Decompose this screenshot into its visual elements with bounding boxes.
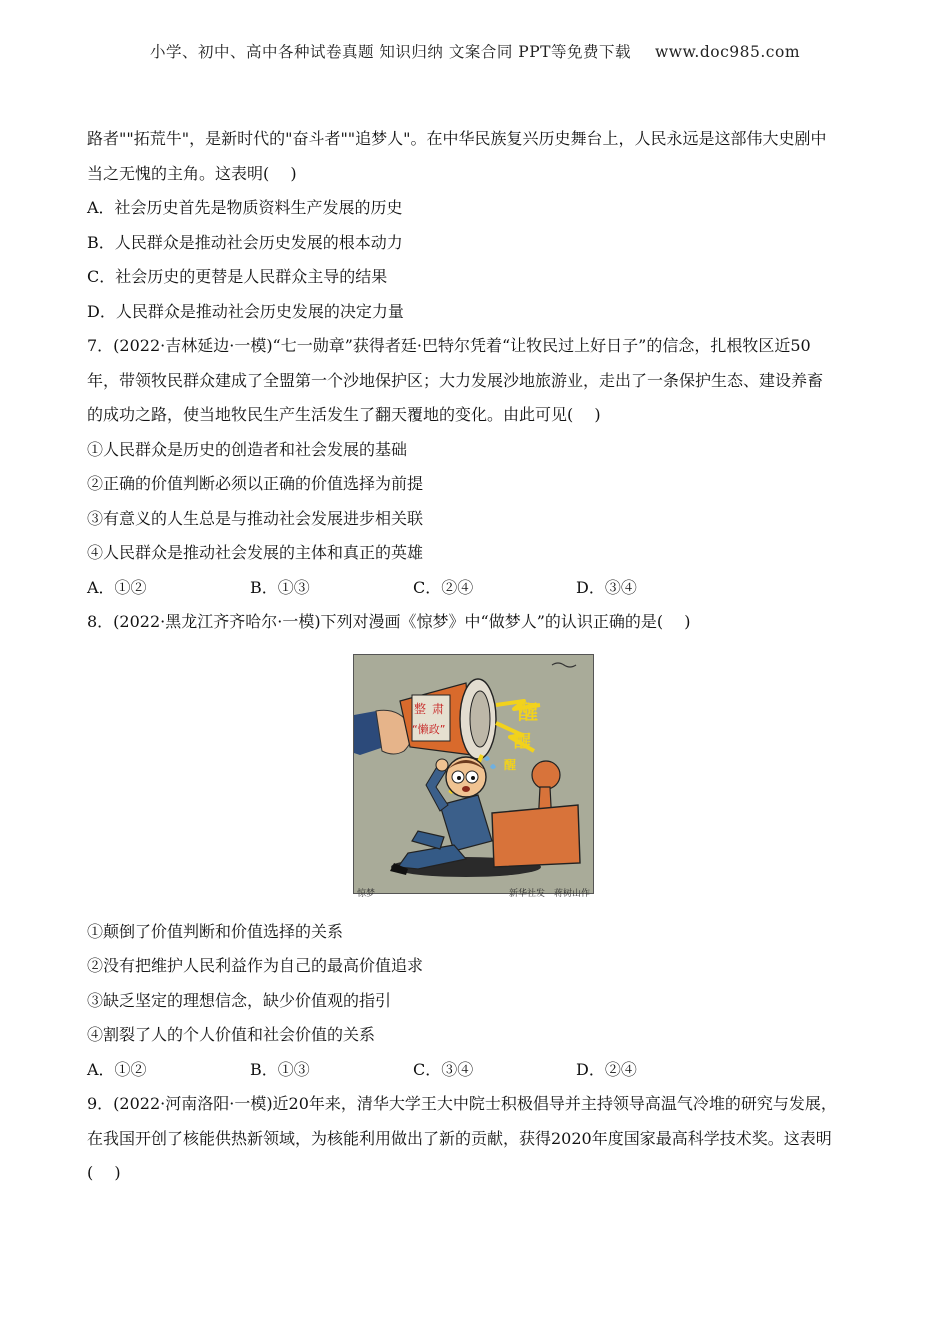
wake-text-3: 醒 — [504, 757, 517, 772]
q8-item: ①颠倒了价值判断和价值选择的关系 — [87, 921, 344, 941]
q7-stem-line: 7．(2022·吉林延边·一模)“七一勋章”获得者廷·巴特尔凭着“让牧民过上好日子”的信念，扎根牧区近50 — [87, 336, 811, 355]
q8-option-d: D．②④ — [576, 1059, 637, 1079]
q7-item: ②正确的价值判断必须以正确的价值选择为前提 — [87, 474, 424, 493]
q8-option-c: C．③④ — [413, 1059, 474, 1079]
q7-item: ①人民群众是历史的创造者和社会发展的基础 — [87, 439, 408, 459]
header-url[interactable]: www.doc985.com — [654, 43, 801, 61]
document-body — [87, 122, 865, 1191]
caption-title: 惊梦 — [357, 888, 376, 899]
wake-text-2: 醒 — [514, 731, 531, 752]
q7-options — [87, 571, 865, 606]
q7-option-c: C．②④ — [413, 577, 474, 597]
q8-item: ③缺乏坚定的理想信念，缺少价值观的指引 — [87, 990, 392, 1010]
q6-option: B．人民群众是推动社会历史发展的根本动力 — [87, 232, 403, 252]
q7-item: ④人民群众是推动社会发展的主体和真正的英雄 — [87, 543, 424, 562]
q6-option: D．人民群众是推动社会历史发展的决定力量 — [87, 301, 404, 321]
q8-option-a: A．①② — [87, 1059, 147, 1079]
page-header — [0, 40, 950, 62]
megaphone-text-3: “懒政” — [412, 722, 446, 736]
q7-stem-line: 的成功之路，使当地牧民生产生活发生了翻天覆地的变化。由此可见( ) — [87, 405, 601, 424]
q8-item: ②没有把维护人民利益作为自己的最高价值追求 — [87, 956, 424, 975]
cartoon-figure — [353, 654, 594, 903]
q6-option: A．社会历史首先是物质资料生产发展的历史 — [87, 198, 403, 217]
q7-option-b: B．①③ — [250, 577, 310, 597]
wake-text-1: 醒 — [518, 699, 538, 724]
q8-options — [87, 1053, 865, 1088]
q8-stem-line: 8．(2022·黑龙江齐齐哈尔·一模)下列对漫画《惊梦》中“做梦人”的认识正确的是( ) — [87, 612, 691, 631]
q6-option: C．社会历史的更替是人民群众主导的结果 — [87, 267, 388, 286]
q9-stem-line: ( ) — [87, 1163, 121, 1182]
q7-option-d: D．③④ — [576, 577, 637, 597]
q8-item: ④割裂了人的个人价值和社会价值的关系 — [87, 1025, 376, 1044]
q6-stem-line: 路者""拓荒牛"，是新时代的"奋斗者""追梦人"。在中华民族复兴历史舞台上，人民永远是这部伟大史剧中 — [87, 129, 827, 148]
q9-stem-line: 在我国开创了核能供热新领域，为核能利用做出了新的贡献，获得2020年度国家最高科学技术奖。这表明 — [87, 1128, 832, 1148]
cartoon-drawing — [354, 655, 594, 894]
megaphone-text-2: 肃 — [432, 701, 445, 716]
cartoon-image — [353, 654, 594, 894]
q8-option-b: B．①③ — [250, 1059, 310, 1079]
q6-stem-line: 当之无愧的主角。这表明( ) — [87, 163, 297, 183]
q9-stem-line: 9．(2022·河南洛阳·一模)近20年来，清华大学王大中院士积极倡导并主持领导高温气冷堆的研究与发展， — [87, 1094, 837, 1113]
caption-credit: 新华社发 蒋树山作 — [508, 888, 590, 899]
q7-stem-line: 年，带领牧民群众建成了全盟第一个沙地保护区；大力发展沙地旅游业，走出了一条保护生态、建设养畜 — [87, 370, 824, 390]
header-text: 小学、初中、高中各种试卷真题 知识归纳 文案合同 PPT等免费下载 — [149, 43, 631, 61]
q7-option-a: A．①② — [87, 577, 147, 597]
q7-item: ③有意义的人生总是与推动社会发展进步相关联 — [87, 508, 424, 528]
megaphone-text-1: 整 — [414, 701, 427, 716]
